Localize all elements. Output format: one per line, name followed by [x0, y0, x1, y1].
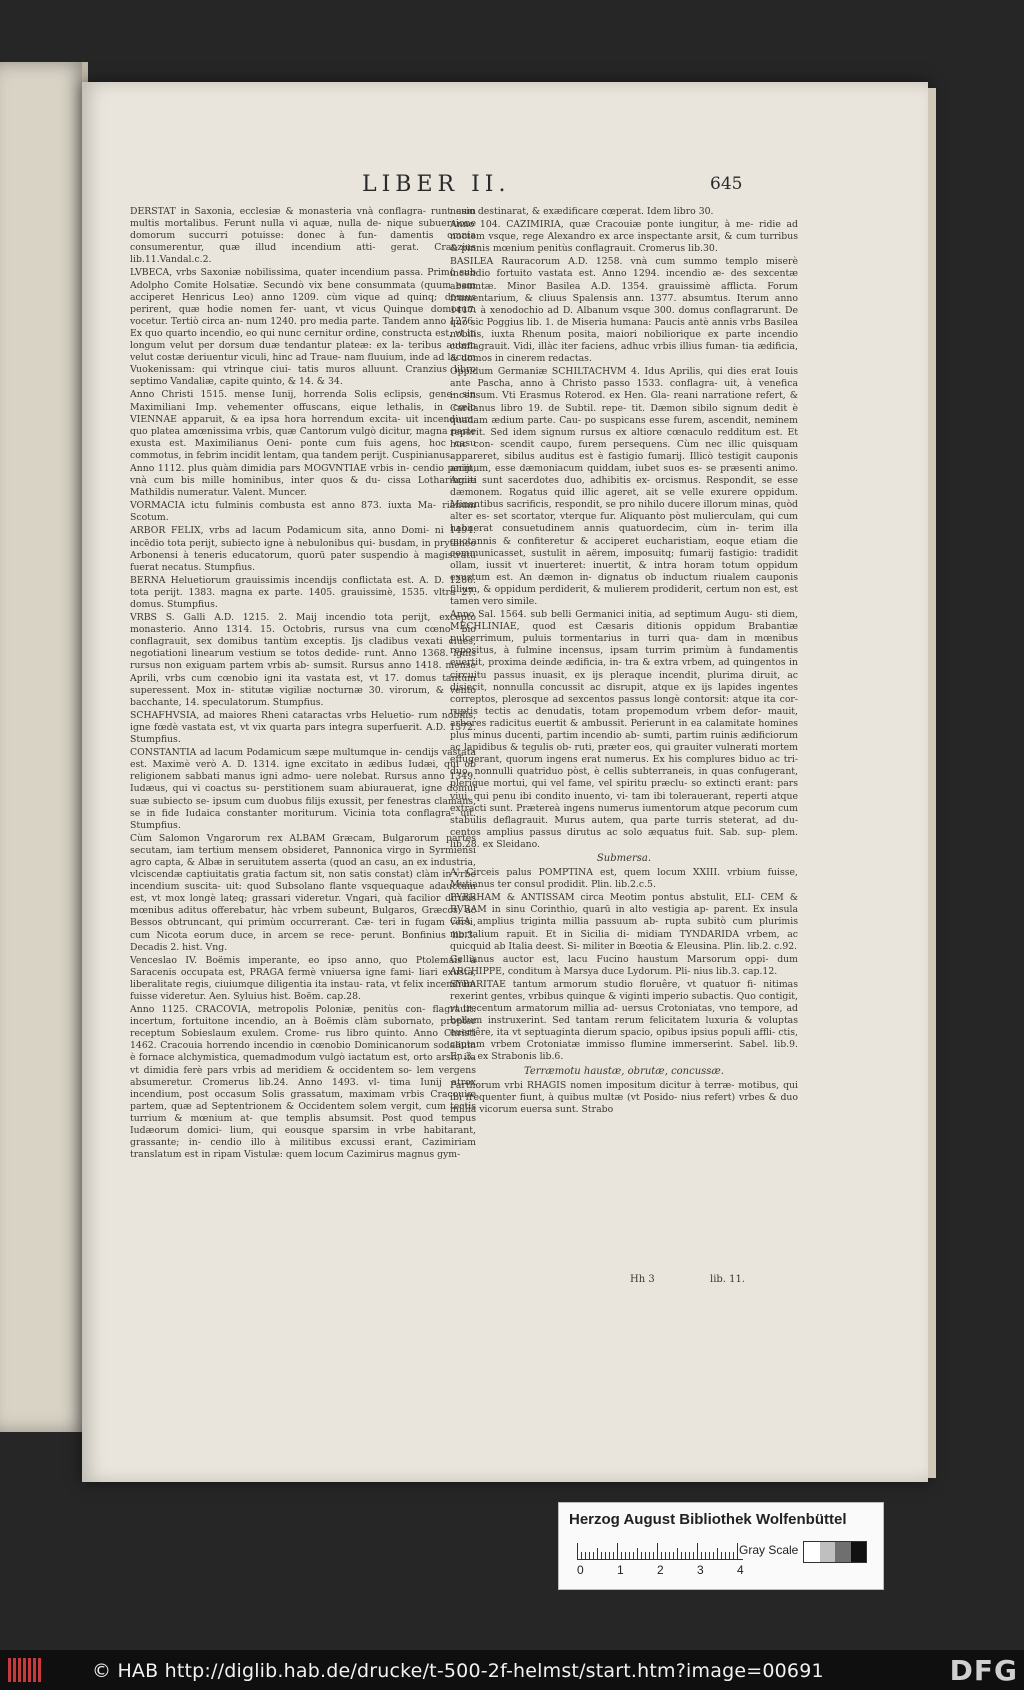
hab-logo-icon	[8, 1658, 48, 1682]
paragraph: BERNA Heluetiorum grauissimis incendijs conflictata est. A. D. 1286. tota perijt. 1383. magna ex parte. 1405. grauissimè, 1535. vltra 27. domus. Stumpfius.	[130, 574, 476, 610]
footer-bar	[0, 1650, 1024, 1690]
section-heading-terraemotu: Terræmotu haustæ, obrutæ, concussæ.	[523, 1065, 725, 1077]
paragraph: Gellianus auctor est, lacu Fucino haustum Marsorum oppi- dum ARCHIPPE, conditum à Marsya duce Lydorum. Pli- nius lib.3. cap.12.	[450, 953, 798, 977]
ruler-number: 4	[737, 1563, 744, 1577]
paragraph: LVBECA, vrbs Saxoniæ nobilissima, quater incendium passa. Primò sub Adolpho Comite Holsatiæ. Secundò vix bene consummata (quum eam acciperet Henricus Leo) anno 1209. cùm vique ad quinq; domus perirent, quæ hodie nomen fer- uant, vt vicus Quinque domorum vocetur. Tertiò circa an- num 1240. pro media parte. Tandem anno 1276. Ex quo quarto incendio, eo qui nunc cernitur ordine, constructa est, vt in longum velut per dorsum duæ tendantur plateæ: ex la- teribus autem velut costæ deriuentur viculi, hinc ad Traue- nam fluuium, inde ad lacum Vuokenissam: qui vtrinque ciui- tatis muros alluunt. Cranzius libro septimo Vandaliæ, capite quinto, & 14. & 34.	[130, 267, 476, 388]
right-column	[450, 206, 798, 1117]
paragraph: DERSTAT in Saxonia, ecclesiæ & monasteria vnà conflagra- runt cum multis mortalibus. Ferunt nulla vi aquæ, nulla de- nique subuersione domorum succurri potuisse: donec à fun- damentis omnia consumerentur, quæ illud incendium atti- gerat. Cranzius lib.11.Vandal.c.2.	[130, 206, 476, 266]
left-column	[130, 206, 476, 1162]
left-page-edge	[0, 62, 88, 1432]
right-column-part-b	[450, 867, 798, 1064]
paragraph: Anno 104. CAZIMIRIA, quæ Cracouiæ ponte iungitur, à me- ridie ad noctem vsque, rege Alexandro ex arce inspectante arsit, & cum turribus & pinnis mœnium penitùs conflagrauit. Cromerus lib.30.	[450, 219, 798, 255]
dfg-logo: DFG	[949, 1654, 1018, 1687]
paragraph: CONSTANTIA ad lacum Podamicum sæpe multumque in- cendijs vastata est. Maximè verò A. D. 1314. igne excitato in ædibus Iudæi, qui ob religionem sabbati manus igni admo- uere nolebat. Rursus anno 1349. Iudæus, qui vi coactus su- perstitionem suam abiurauerat, igne domui suæ subiecto se- ipsum cum duobus filijs exussit, per fenestras clamans, se in fide Iudaica constanter moriturum. Vicinia tota conflagra- uit. Stumpfius.	[130, 747, 476, 831]
book-page	[82, 82, 928, 1482]
paragraph: Parthorum vrbi RHAGIS nomen impositum dicitur à terræ- motibus, qui ibi frequenter fiunt, à quibus multæ (vt Posido- nius refert) vrbes & duo millia vicorum euersa sunt. Strabo	[450, 1079, 798, 1115]
ruler-number: 0	[577, 1563, 584, 1577]
ruler-number: 3	[697, 1563, 704, 1577]
library-name: Herzog August Bibliothek Wolfenbüttel	[569, 1511, 847, 1528]
paragraph: nasio destinarat, & exædificare cœperat. Idem libro 30.	[450, 206, 714, 217]
page-edge	[928, 88, 936, 1478]
paragraph: A' Circeis palus POMPTINA est, quem locum XXIII. vrbium fuisse, Mutianus ter consul prodidit. Plin. lib.2.c.5.	[450, 867, 798, 891]
copyright-url[interactable]: © HAB http://diglib.hab.de/drucke/t-500-2f-helmst/start.htm?image=00691	[92, 1660, 824, 1682]
running-head: LIBER II.	[362, 172, 511, 197]
paragraph: Anno Sal. 1564. sub belli Germanici initia, ad septimum Augu- sti diem, MECHLINIAE, quod est Cæsaris ditionis oppidum Brabantiæ pulcerrimum, puluis tormentarius in turri qua- dam in mœnibus repositus, à fulmine incensus, ipsam turrim primùm à fundamentis euertit, proxima deinde ædificia, in- tra & extra vrbem, ad quingentos in circuitu passus inuasit, ex ijs pleraque incendit, plurima diruit, ac disiecit, nonnulla concussit ac disrupit, atque ex ijs lapides ingentes correptos, plerosque ad sexcentos passus longè contorsit: atque ita cor- ruptis tectis ac denudatis, totam propemodum vrbem defor- mauit, arbores radicitus euertit & ambussit. Perierunt in ea calamitate homines plus minus ducenti, partim incendio ab- sumti, partim ruinis ædificiorum ac lapidibus & tegulis ob- ruti, præter eos, qui grauiter vulnerati mortem effugerant, quorum ingens erat numerus. Ex his complures biduo ac tri- duo, nonnulli quatriduo pòst, è cellis subterraneis, in quas confugerant, plerique mortui, qui vel fame, vel spiritu præclu- so extincti erant: pars viui, qui penu ibi condito inuento, vi- tam ibi tolerauerant, reperti atque extracti sunt. Prætereà ingens numerus iumentorum atque pecorum cum stabulis deflagrauit. Murus autem, qua parte turris steterat, ad du- centos amplius passus dirutus ac solo æquatus fuit. Sab. sup- plem. lib.28. ex Sleidano.	[450, 609, 798, 850]
library-color-card	[558, 1502, 884, 1590]
paragraph: Anno 1125. CRACOVIA, metropolis Poloniæ, penitùs con- flagrauit: incertum, fortuitone incendio, an à Boëmis clàm subornato, propter receptum Sobieslaum exulem. Crome- rus libro quinto. Anno Christi 1462. Cracouia horrendo incendio in cœnobio Dominicanorum sodalium è fornace alchymistica, quemadmodum vulgò iactatum est, orto arsit, ita vt dimidia ferè pars vrbis ad meridiem & occidentem so- lem vergens absumeretur. Cromerus lib.24. Anno 1493. vl- tima Iunij atrox incendium, post occasum Solis grassatum, maximam vrbis Cracouiæ partem, quæ ad Septentrionem & Occidentem solem vergit, cum tectis turrium & mœnium at- que templis absumsit. Post quod tempus Iudæorum domici- lium, qui eousque sparsim in vrbe habitarant, grassante; in- cendio illo à militibus excussi erant, Cazimiriam translatum est in ripam Vistulæ: quem locum Cazimirus magnus gym-	[130, 1004, 476, 1161]
paragraph: Venceslao IV. Boëmis imperante, eo ipso anno, quo Ptolemais à Saracenis occupata est, PRAGA fermè vniuersa igne fami- liari exusta, liberalitate regis, ciuiumque diligentia ita instau- rata, vt felix incendium fuisse videretur. Aen. Syluius hist. Boëm. cap.28.	[130, 954, 476, 1002]
paragraph: VORMACIA ictu fulminis combusta est anno 873. iuxta Ma- rianum Scotum.	[130, 500, 476, 524]
paragraph: SYBARITAE tantum armorum studio floruêre, vt quatuor fi- nitimas rexerint gentes, vrbibus quinque & viginti imperio subactis. Quo contigit, vt trecentum armatorum millia ad- uersus Crotoniatas, vno tempore, ad bellum instruxerint. Sed tantam rerum felicitatem luxuria & voluptas euertêre, ita vt septuaginta dierum spacio, opibus ipsius populi affli- ctis, captam vrbem Crotoniatæ immisso flumine immerserint. Sabel. lib.9. En.3. ex Strabonis lib.6.	[450, 978, 798, 1063]
right-column-part-c	[450, 1080, 798, 1116]
paragraph: VRBS S. Galli A.D. 1215. 2. Maij incendio tota perijt, excepto monasterio. Anno 1314. 15. Octobris, rursus vna cum cœno- bio conflagrauit, sex domibus tantùm exceptis. Ijs cladibus vexati ciues, negotiationi linearum vestium se totos dedide- runt. Anno 1368. ignis rursus non exiguam partem vrbis ab- sumsit. Rursus anno 1418. mense Aprili, vrbs cum cœnobio igni ita vastata est, vt 17. domus tantùm superessent. Mox in- stitutæ vigiliæ nocturnæ 30. virorum, & vento bacchante, 14. speculatorum. Stumpfius.	[130, 612, 476, 708]
paragraph: Cùm Salomon Vngarorum rex ALBAM Græcam, Bulgarorum partes secutam, iam tertium mensem obsideret, Pannonica virgo in Syrmiensi agro capta, & Albæ in seruitutem asserta (quod an casu, an ex industria, vlciscendæ captiuitatis gratia factum sit, non satis constat) clàm in vrbe incendium suscita- uit: quod Subsolano flante vsquequaque adauctum est, vt mox longè lateq; grassari videretur. Vngari, quà facilior dirutis mœnibus aditus offerebatur, hàc vrbem subeunt, Bulgaros, Græcos, ac Bessos obtruncant, qui primùm occurrerant. Cæ- teri in fugam versi, cum Nicota eorum duce, in arcem se rece- perunt. Bonfinius lib.3. Decadis 2. hist. Vng.	[130, 832, 476, 953]
ruler-number: 2	[657, 1563, 664, 1577]
section-heading-submersa: Submersa.	[596, 852, 652, 864]
paragraph: Anno 1112. plus quàm dimidia pars MOGVNTIAE vrbis in- cendio perijt, vnà cum bis mille hominibus, inter quos & du- cissa Lotharingiæ Mathildis numeratur. Valent. Muncer.	[130, 462, 476, 499]
paragraph: BASILEA Rauracorum A.D. 1258. vnà cum summo templo miserè incendio fortuito vastata est. Anno 1294. incendio æ- des sexcentæ absumtæ. Minor Basilea A.D. 1354. grauissimè afflicta. Forum frumentarium, & cliuus Spalensis ann. 1377. absumtus. Iterum anno 1417. à xenodochio ad D. Albanum vsque 300. domus conflagrarunt. De quo sic Poggius lib. 1. de Miseria humana: Paucis antè annis vrbs Basilea nobilis, iuxta Rhenum posita, maiori nobiliorique ex parte incendio conflagrauit. Vidi, illàc iter faciens, adhuc vrbis illius fuman- tia ædificia, & domos in cinerem redactas.	[450, 256, 798, 365]
paragraph: PYRRHAM & ANTISSAM circa Meotim pontus abstulit, ELI- CEM & BVRAM in sinu Corinthio, quarū in alto vestigia ap- parent. Ex insula CEA amplius triginta millia passuum ab- rupta subitò cum plurimis mortalium rapuit. Et in Sicilia di- midiam TYNDARIDA vrbem, ac quicquid ab Italia deest. Si- militer in Bœotia & Eleusina. Plin. lib.2. c.92.	[450, 892, 798, 952]
right-column-part-a	[450, 206, 798, 851]
scale-ruler	[577, 1541, 743, 1560]
catchword: lib. 11.	[710, 1274, 746, 1285]
gray-scale-swatches	[803, 1541, 867, 1563]
gray-scale-label: Gray Scale	[739, 1543, 799, 1557]
paragraph: Anno Christi 1515. mense Iunij, horrenda Solis eclipsis, gene- sin Maximiliani Imp. vehementer offuscans, eique lethalis, in cœlo VIENNAE apparuit, & ea ipsa hora horrendum excita- uit incendium, quo platea amœnissima vrbis, quæ Cantorum vulgò dicitur, magna parte exusta est. Maximilianus Oeni- ponte cum fuis agens, hoc casu commotus, in febrim incidit lentam, qua tandem perijt. Cuspinianus.	[130, 389, 476, 461]
ruler-number: 1	[617, 1563, 624, 1577]
paragraph: Oppidum Germaniæ SCHILTACHVM 4. Idus Aprilis, qui dies erat Iouis ante Pascha, anno à Christo passo 1533. conflagra- uit, à venefica incensum. Vti Erasmus Roterod. ex Hen. Gla- reani narratione refert, & Cardanus libro 19. de Subtil. repe- tit. Dæmon sibilo signum dedit è quadam ædium parte. Cau- po suspicans esse furem, ascendit, neminem reperit. Sed idem signum rursus ex altiore cœnaculo redditum est. Et huc con- scendit caupo, furem persequens. Cùm nec illic quisquam appareret, sibilus auditus est è fastigio fumarij. Illicò testigit cauponis animum, esse dæmoniacum quiddam, iubet suos es- se præsenti animo. Acciti sunt sacerdotes duo, adhibitis ex- orcismus. Respondit, se esse dæmonem. Rogatus quid illic ageret, ait se velle exurere oppidum. Minantibus sacrificis, respondit, se pro nihilo ducere illorum minas, quòd alter es- set scortator, vterque fur. Aliquanto pòst mulierculam, qui cum habuerat consuetudinem annis quatuordecim, cùm in- terim illa quotannis & confiteretur & acciperet eucharistiam, eoque etiam die communicasset, sustulit in aërem, imposuitq; fumarij fastigio: tradidit ollam, iussit vt inuerteret: inuertit, & intra horam totum oppidum exustum est. An dæmon in- dignatus ob inductum riualem cauponis filium, & oppidum perdiderit, & mulierem prodiderit, certum non est, est tamen vero simile.	[450, 366, 798, 607]
page-number: 645	[710, 174, 743, 194]
paragraph: SCHAFHVSIA, ad maiores Rheni cataractas vrbs Heluetio- rum nobilis, igne fœdè vastata est, vt vix quarta pars integra superfuerit. A.D. 1372. Stumpfius.	[130, 709, 476, 746]
running-header	[82, 172, 928, 202]
signature-mark: Hh 3	[630, 1274, 655, 1285]
paragraph: ARBOR FELIX, vrbs ad lacum Podamicum sita, anno Domi- ni 1494. incēdio tota perijt, subiecto igne à nebulonibus qui- busdam, in prytaneo Arbonensi à teneris educatorum, quorū pater suspendio à magistratu fuerat necatus. Stumpfius.	[130, 525, 476, 573]
